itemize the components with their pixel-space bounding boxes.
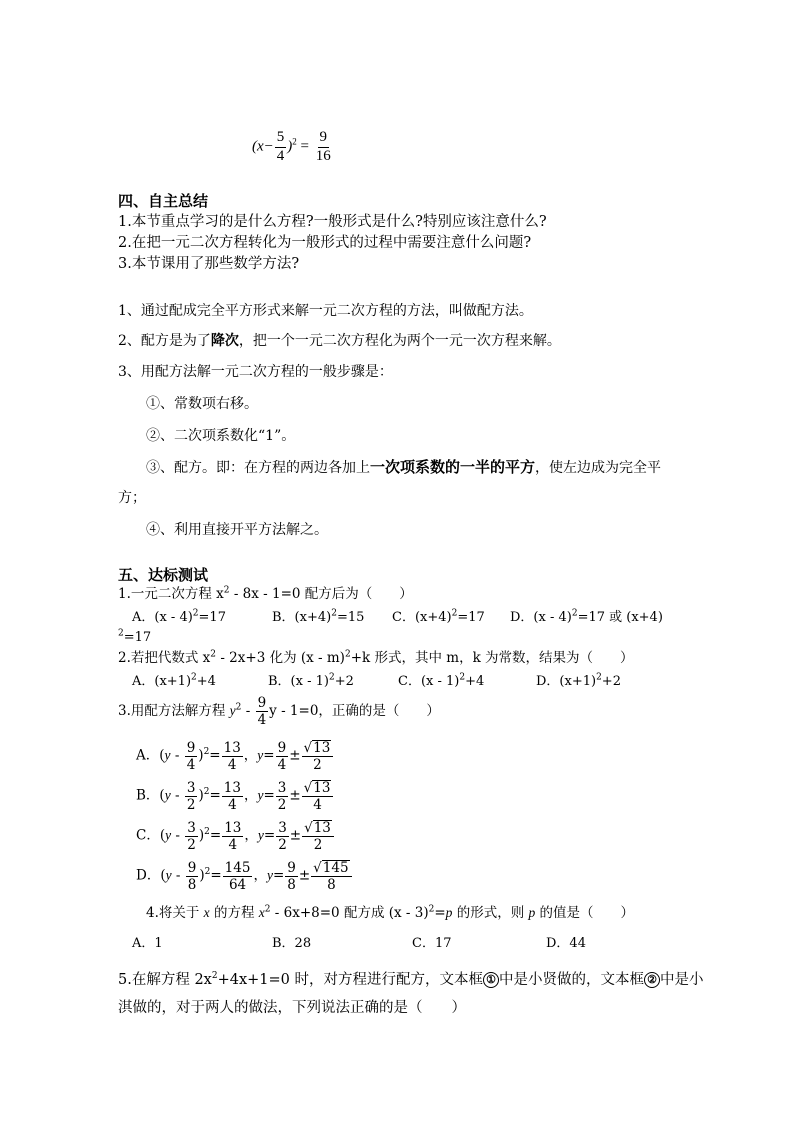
square-root: 13	[313, 740, 331, 756]
fraction: $\frac{5}{4}$	[276, 129, 285, 164]
question-2-option-c: C．(x - 1)$^2$+4	[398, 672, 485, 689]
question-3-option-c: C．(y - $\frac{3}{2}$ )$^2$= $\frac{13}{4}$ ，y= $\frac{3}{2}$ ± $\frac{√13}{2}$	[136, 820, 335, 852]
question-4-option-a: A．1	[132, 936, 163, 951]
fraction: $\frac{13}{4}$	[224, 819, 242, 853]
question-4-option-b: B．28	[272, 936, 312, 951]
section4-question-3: 3.本节课用了那些数学方法?	[118, 256, 300, 272]
summary-step-3: ③、配方。即：在方程的两边各加上一次项系数的一半的平方，使左边成为完全平	[146, 458, 662, 476]
summary-step-4: ④、利用直接开平方法解之。	[146, 522, 328, 538]
fraction: $\frac{√13}{2}$	[302, 820, 334, 852]
summary-step-1: ①、常数项右移。	[146, 396, 258, 412]
fraction: $\frac{3}{2}$	[278, 819, 287, 853]
question-5-cont: 淇做的，对于两人的做法，下列说法正确的是（ ）	[118, 1000, 466, 1016]
top-equation: (x− $\frac{5}{4}$ )$^2$ = $\frac{9}{16}$	[252, 129, 331, 164]
square-root: 13	[313, 780, 331, 796]
fraction: $\frac{9}{8}$	[287, 859, 296, 893]
section4-question-1: 1.本节重点学习的是什么方程?一般形式是什么?特别应该注意什么?	[118, 214, 547, 230]
fraction: $\frac{9}{4}$	[277, 739, 287, 773]
fraction: $\frac{√13}{2}$	[302, 740, 334, 772]
fraction: $\frac{13}{4}$	[223, 779, 241, 813]
question-1-option-b: B．$(x+4)^2=15$	[272, 608, 365, 625]
question-3: 3.用配方法解方程 $y^2$ - $\frac{9}{4}$ y - 1=0，正确的是（ ）	[118, 695, 440, 729]
fraction: $\frac{3}{2}$	[277, 779, 287, 813]
question-3-option-b: B．(y - $\frac{3}{2}$ )$^2$= $\frac{13}{4}$ ，y= $\frac{3}{2}$ ± $\frac{√13}{4}$	[136, 780, 334, 812]
fraction: $\frac{3}{2}$	[187, 819, 196, 853]
question-3-option-a: A．(y - $\frac{9}{4}$ )$^2$= $\frac{13}{4}$ ，y= $\frac{9}{4}$ ± $\frac{√13}{2}$	[136, 740, 334, 772]
circled-number-2: ②	[644, 972, 660, 988]
fraction: $\frac{3}{2}$	[186, 779, 196, 813]
question-1-option-c: C．$(x+4)^2=17$	[392, 608, 485, 625]
question-3-option-d: D．(y - $\frac{9}{8}$ )$^2$= $\frac{145}{64}$ ，y= $\frac{9}{8}$ ± $\frac{√145}{8}$	[136, 860, 353, 892]
fraction: $\frac{9}{4}$	[186, 739, 196, 773]
question-4: 4.将关于 x 的方程 $x^2 - 6x+8=0$ 配方成 (x - 3)$^2$=p 的形式，则 p 的值是（ ）	[146, 904, 635, 921]
square-root: 13	[313, 820, 331, 836]
summary-step-3-cont: 方；	[118, 490, 146, 506]
fraction: $\frac{9}{8}$	[187, 859, 197, 893]
summary-point-3: 3、用配方法解一元二次方程的一般步骤是：	[118, 364, 393, 380]
summary-point-2: 2、配方是为了降次，把一个一元二次方程化为两个一元一次方程来解。	[118, 333, 561, 349]
section4-title: 四、自主总结	[118, 192, 209, 210]
summary-step-2: ②、二次项系数化“1”。	[146, 428, 296, 444]
question-5: 5.在解方程 $2x^2+4x+1=0$ 时，对方程进行配方，文本框 ① 中是小贤做的，文本框 ② 中是小	[118, 971, 704, 988]
summary-point-1: 1、通过配成完全平方形式来解一元二次方程的方法，叫做配方法。	[118, 303, 533, 319]
section5-title: 五、达标测试	[118, 566, 209, 584]
question-1: 1.一元二次方程 $x^2 - 8x - 1=0$ 配方后为（ ）	[118, 585, 413, 602]
question-2: 2.若把代数式 $x^2 - 2x+3$ 化为 (x - m)$^2$+k 形式，其中 m，k 为常数，结果为（ ）	[118, 649, 634, 666]
question-2-option-d: D．$(x+1)^2+2$	[536, 672, 621, 689]
question-2-option-a: A．$(x+1)^2+4$	[132, 672, 216, 689]
question-4-option-d: D．44	[546, 936, 586, 951]
square-root: 145	[322, 860, 349, 876]
question-1-option-d-cont: $^2$=17	[118, 628, 152, 645]
fraction: $\frac{145}{64}$	[224, 859, 251, 893]
fraction: $\frac{9}{16}$	[315, 129, 331, 164]
question-1-option-a: A．(x - 4)$^2$=17	[132, 608, 226, 625]
question-4-option-c: C．17	[412, 936, 452, 951]
fraction: $\frac{√145}{8}$	[311, 860, 351, 892]
question-2-option-b: B．(x - 1)$^2$+2	[268, 672, 354, 689]
section4-question-2: 2.在把一元二次方程转化为一般形式的过程中需要注意什么问题?	[118, 235, 532, 251]
fraction: $\frac{9}{4}$	[257, 695, 267, 729]
circled-number-1: ①	[483, 972, 499, 988]
fraction: $\frac{√13}{4}$	[302, 780, 334, 812]
question-1-option-d: D．(x - 4)$^2$=17 或 (x+4)	[510, 608, 663, 625]
fraction: $\frac{13}{4}$	[223, 739, 241, 773]
